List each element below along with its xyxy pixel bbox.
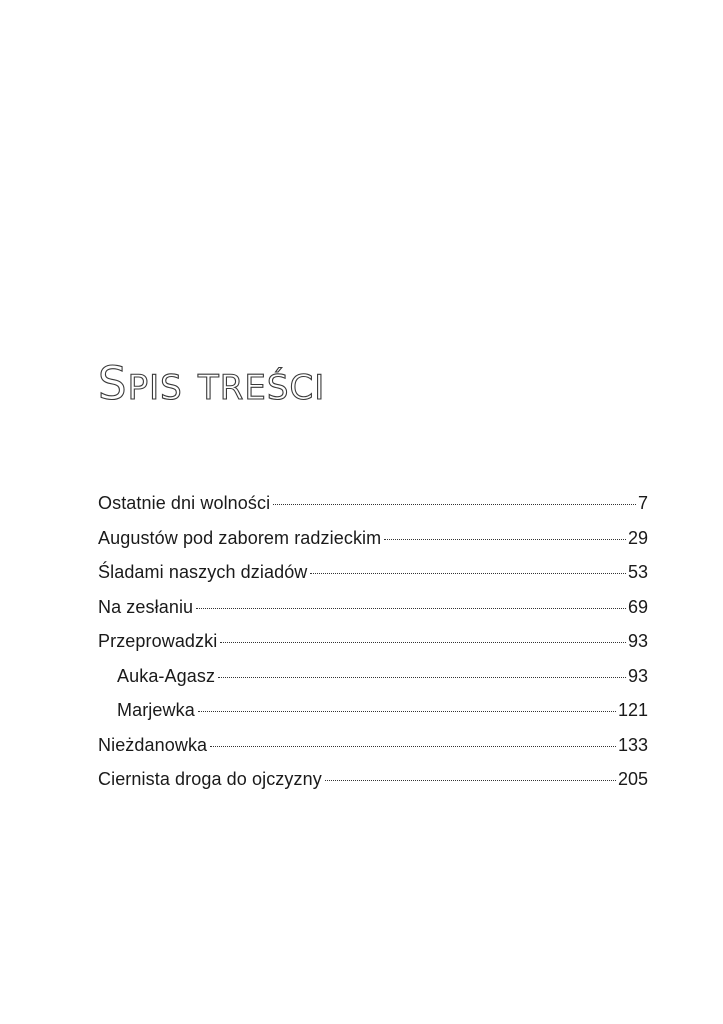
toc-entry-page: 133 [617, 734, 648, 755]
dot-leader [196, 608, 626, 609]
toc-entry-page: 7 [637, 493, 648, 513]
dot-leader [384, 539, 626, 540]
toc-entry-label: Auka-Agasz [117, 665, 216, 686]
toc-entry[interactable] [98, 735, 648, 770]
dot-leader [198, 711, 616, 712]
dot-leader [310, 573, 626, 574]
toc-entry-page: 53 [627, 562, 648, 582]
toc-entry-label: Marjewka [117, 700, 195, 720]
toc-entry-page: 29 [627, 527, 648, 548]
toc-entry-label: Śladami naszych dziadów [98, 562, 308, 582]
table-of-contents [98, 493, 648, 804]
title-initial: S [98, 357, 128, 410]
toc-entry-label: Na zesłaniu [98, 596, 194, 617]
title-word2: TREŚCI [198, 368, 326, 408]
dot-leader [218, 677, 626, 678]
toc-subentry[interactable] [98, 666, 648, 701]
toc-entry-page: 121 [617, 700, 648, 720]
toc-entry-page: 69 [627, 596, 648, 617]
toc-entry-label: Ciernista droga do ojczyzny [98, 769, 322, 789]
toc-entry[interactable] [98, 597, 648, 632]
toc-entry-label: Augustów pod zaborem radzieckim [98, 527, 382, 548]
dot-leader [210, 746, 616, 747]
toc-entry-page: 93 [627, 665, 648, 686]
toc-subentry[interactable] [98, 700, 648, 735]
dot-leader [220, 642, 626, 643]
toc-entry-page: 205 [617, 769, 648, 789]
toc-entry-label: Nieżdanowka [98, 734, 208, 755]
page-title [98, 356, 325, 416]
toc-entry[interactable] [98, 562, 648, 597]
toc-entry[interactable] [98, 528, 648, 563]
toc-entry[interactable] [98, 769, 648, 804]
dot-leader [273, 504, 636, 505]
title-word1-rest: PIS [127, 368, 183, 408]
toc-entry-label: Przeprowadzki [98, 631, 218, 651]
toc-entry-page: 93 [627, 631, 648, 651]
dot-leader [325, 780, 616, 781]
toc-entry[interactable] [98, 493, 648, 528]
toc-entry-label: Ostatnie dni wolności [98, 493, 271, 513]
toc-entry[interactable] [98, 631, 648, 666]
